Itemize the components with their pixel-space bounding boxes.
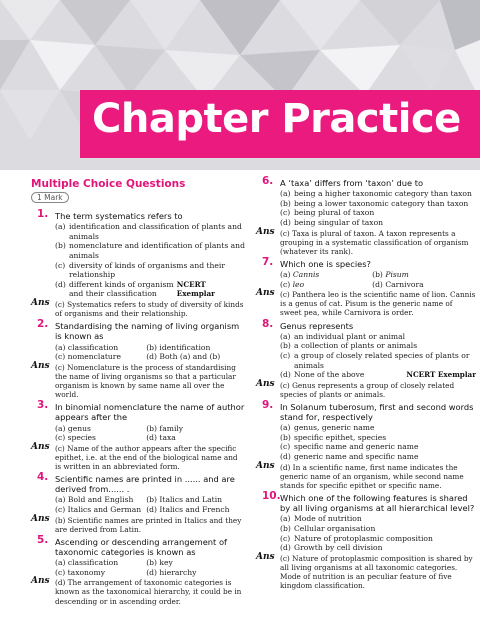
question-number: 9. <box>262 398 274 411</box>
option-d: (d) generic name and specific name <box>280 452 419 462</box>
answer-text: (c) Nature of protoplasmic composition is shared by all living organisms at all taxonomic categories. Mode of nutrition is an peculiar feature of five kingdom classification. <box>280 553 473 591</box>
question-6 <box>256 175 476 188</box>
question-text: A ‘taxa’ differs from ‘taxon’ due to <box>280 178 424 188</box>
option-c: (c) taxonomy <box>55 567 105 577</box>
answer-label: Ans <box>256 551 275 562</box>
answer-text: (c) Name of the author appears after the specific epithet, i.e. at the end of the biological name and is written in an abbreviated form. <box>55 443 238 471</box>
option-b: (b) a collection of plants or animals <box>280 341 418 351</box>
chapter-header <box>0 0 480 170</box>
option-c: (c) Italics and German <box>55 504 142 514</box>
answer-2 <box>31 360 245 400</box>
question-number: 1. <box>37 208 49 220</box>
question-text: Genus represents <box>280 320 354 331</box>
question-number: 4. <box>37 470 49 483</box>
answer-9 <box>256 460 476 490</box>
option-d: (d) Growth by cell division <box>280 543 383 553</box>
chapter-banner <box>80 90 480 158</box>
option-a: (a) identification and classification of plants and animals <box>55 222 242 241</box>
option-c: (c) specific name and generic name <box>280 442 419 452</box>
options-list <box>280 423 476 461</box>
options-grid <box>280 270 476 289</box>
answer-label: Ans <box>256 460 275 471</box>
question-text: In Solanum tuberosum, first and second words stand for, respectively <box>280 401 474 423</box>
options-grid <box>55 558 245 577</box>
option-d: (d) Carnivora <box>372 279 424 289</box>
option-a: (a) classification <box>55 558 119 568</box>
option-a: (a) an individual plant or animal <box>280 331 406 341</box>
option-b: (b) key <box>146 558 173 568</box>
answer-label: Ans <box>256 378 275 389</box>
question-text: In binomial nomenclature the name of author appears after the <box>55 402 245 423</box>
question-number: 3. <box>37 399 49 412</box>
question-text: Scientific names are printed in ...... and are derived from...... . <box>55 473 235 495</box>
options-list <box>280 189 476 227</box>
option-d: (d) different kinds of organism and their classification NCERT Exemplar <box>55 280 245 299</box>
answer-label: Ans <box>256 226 275 237</box>
answer-label: Ans <box>31 297 50 308</box>
option-b: (b) identification <box>146 342 211 352</box>
answer-text: (c) Nomenclature is the process of standardising the name of living organisms so that a particular organism is known by same name all over the world. <box>55 362 236 400</box>
option-c: (c) being plural of taxon <box>280 208 375 218</box>
option-a: (a) genus, generic name <box>280 423 375 433</box>
option-a: (a) Cannis <box>280 270 320 280</box>
answer-3 <box>31 441 245 471</box>
answer-10 <box>256 551 476 591</box>
option-a: (a) Bold and English <box>55 495 134 505</box>
question-5 <box>31 533 245 557</box>
answer-label: Ans <box>256 288 275 299</box>
section-title: Multiple Choice Questions <box>31 178 186 190</box>
answer-text: (d) In a scientific name, first name indicates the generic name of an organism, while second name stands for specific epithet or specific name. <box>280 462 464 490</box>
answer-label: Ans <box>31 513 50 524</box>
option-d: (d) hierarchy <box>146 567 197 577</box>
question-text: Which one of the following features is shared by all living organisms at all hierarchical level? <box>280 492 475 514</box>
source-tag: NCERT Exemplar <box>406 370 476 380</box>
marks-badge: 1 Mark <box>31 192 69 203</box>
answer-label: Ans <box>31 576 50 587</box>
right-column <box>256 175 476 591</box>
question-number: 10. <box>262 489 281 502</box>
option-d: (d) being singular of taxon <box>280 217 384 227</box>
options-grid <box>55 495 245 514</box>
option-b: (b) Cellular organisation <box>280 523 376 533</box>
option-c: (c) Nature of protoplasmic composition <box>280 533 433 543</box>
page-title: Chapter Practice <box>92 96 461 142</box>
option-a: (a) classification <box>55 342 119 352</box>
option-b: (b) Italics and Latin <box>146 495 223 505</box>
options-list <box>280 332 476 380</box>
answer-text: (c) Genus represents a group of closely related species of plants or animals. <box>280 380 455 399</box>
option-b: (b) nomenclature and identification of plants and animals <box>55 241 245 260</box>
question-number: 5. <box>37 533 49 546</box>
question-text: The term systematics refers to <box>55 211 183 221</box>
source-tag: NCERT Exemplar <box>176 279 215 299</box>
question-number: 7. <box>262 255 274 268</box>
option-b: (b) being a lower taxonomic category than taxon <box>280 198 469 208</box>
option-a: (a) Mode of nutrition <box>280 514 362 524</box>
answer-label: Ans <box>31 441 50 452</box>
answer-text: (c) Taxa is plural of taxon. A taxon represents a grouping in a systematic classification of organism (whatever its rank). <box>280 228 469 256</box>
options-grid <box>55 424 245 443</box>
question-1 <box>31 208 245 221</box>
option-b: (b) specific epithet, species <box>280 432 387 442</box>
answer-7 <box>256 290 476 317</box>
question-3 <box>31 399 245 423</box>
answer-6 <box>256 226 476 256</box>
answer-text: (c) Panthera leo is the scientific name of lion. Cannis is a genus of cat. Pisum is the generic name of sweet pea, while Carnivora is order. <box>280 290 476 318</box>
option-b: (b) family <box>146 423 184 433</box>
option-c: (c) a group of closely related species of plants or animals <box>280 350 470 370</box>
question-number: 6. <box>262 175 274 187</box>
options-list <box>55 222 245 299</box>
question-text: Ascending or descending arrangement of taxonomic categories is known as <box>55 536 227 557</box>
option-c: (c) diversity of kinds of organisms and their relationship <box>55 260 225 280</box>
option-c: (c) nomenclature <box>55 352 121 362</box>
options-grid <box>55 343 245 362</box>
question-7 <box>256 255 476 269</box>
option-a: (a) genus <box>55 423 91 433</box>
option-b: (b) Pisum <box>372 270 409 280</box>
answer-5 <box>31 578 245 605</box>
question-text: Standardising the naming of living organism is known as <box>55 321 240 342</box>
question-8 <box>256 317 476 331</box>
answer-8 <box>256 378 476 399</box>
option-a: (a) being a higher taxonomic category than taxon <box>280 189 472 199</box>
question-10 <box>256 489 476 514</box>
option-c: (c) species <box>55 433 96 443</box>
option-d: (d) Both (a) and (b) <box>146 352 221 362</box>
answer-4 <box>31 513 245 534</box>
answer-text: (c) Systematics refers to study of diversity of kinds of organisms and their relationship. <box>55 299 244 319</box>
option-c: (c) leo <box>280 279 305 289</box>
question-number: 8. <box>262 317 274 330</box>
options-list <box>280 514 476 552</box>
question-9 <box>256 398 476 423</box>
question-2 <box>31 318 245 342</box>
question-number: 2. <box>37 318 49 331</box>
left-column <box>31 178 245 606</box>
answer-label: Ans <box>31 360 50 371</box>
question-4 <box>31 470 245 495</box>
option-d: (d) None of the above NCERT Exemplar <box>280 370 476 380</box>
answer-text: (b) Scientific names are printed in Italics and they are derived from Latin. <box>55 515 242 534</box>
question-text: Which one is species? <box>280 258 371 269</box>
answer-text: (d) The arrangement of taxonomic categories is known as the taxonomical hierarchy, it could be in descending or in ascending order. <box>55 578 242 606</box>
option-d: (d) taxa <box>146 433 176 443</box>
option-d: (d) Italics and French <box>146 504 230 514</box>
answer-1 <box>31 297 245 319</box>
